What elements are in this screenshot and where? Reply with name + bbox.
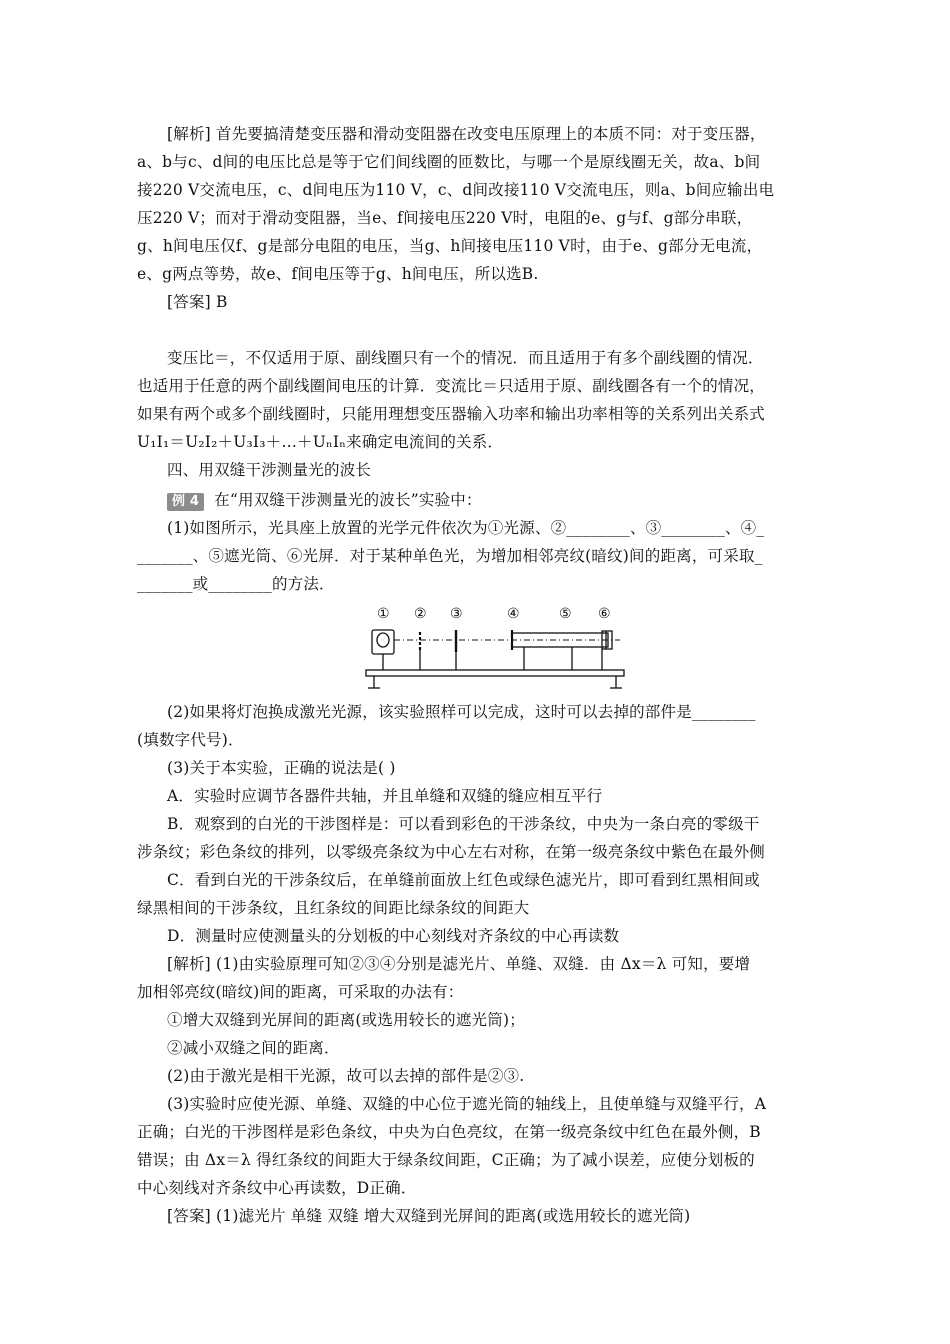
text-line: [解析] 首先要搞清楚变压器和滑动变阻器在改变电压原理上的本质不同：对于变压器， bbox=[167, 125, 766, 143]
text-line: 变压比＝，不仅适用于原、副线圈只有一个的情况．而且适用于有多个副线圈的情况． bbox=[167, 349, 764, 367]
text-line: (3)实验时应使光源、单缝、双缝的中心位于遮光筒的轴线上，且使单缝与双缝平行，A bbox=[167, 1095, 767, 1113]
option-c-cont: 绿黑相间的干涉条纹，且红条纹的间距比绿条纹的间距大 bbox=[137, 899, 530, 917]
text-line: e、g两点等势，故e、f间电压等于g、h间电压，所以选B. bbox=[137, 265, 539, 283]
example-intro bbox=[167, 486, 847, 514]
text-line: 压220 V；而对于滑动变阻器，当e、f间接电压220 V时，电阻的e、g与f、g部分串联， bbox=[137, 209, 753, 227]
text-line: U₁I₁＝U₂I₂＋U₃I₃＋…＋UₙIₙ来确定电流间的关系． bbox=[137, 433, 504, 451]
option-a: A．实验时应调节各器件共轴，并且单缝和双缝的缝应相互平行 bbox=[167, 787, 603, 805]
answer-line: [答案] B bbox=[167, 293, 228, 311]
text-line: 也适用于任意的两个副线圈间电压的计算．变流比＝只适用于原、副线圈各有一个的情况， bbox=[137, 377, 766, 395]
text-line: 加相邻亮纹(暗纹)间的距离，可采取的办法有： bbox=[137, 983, 464, 1001]
text-line: (填数字代号)． bbox=[137, 731, 244, 749]
text-line: [解析] (1)由实验原理可知②③④分别是滤光片、单缝、双缝．由 Δx＝λ 可知，要增 bbox=[167, 955, 751, 973]
text-line: 如果有两个或多个副线圈时，只能用理想变压器输入功率和输出功率相等的关系列出关系式 bbox=[137, 405, 766, 423]
option-d: D．测量时应使测量头的分划板的中心刻线对齐条纹的中心再读数 bbox=[167, 927, 620, 945]
text-line: ①增大双缝到光屏间的距离(或选用较长的遮光筒)； bbox=[167, 1011, 525, 1029]
figure-label-1: ① bbox=[377, 606, 390, 622]
figure-label-2: ② bbox=[414, 606, 427, 622]
text-line: (1)如图所示，光具座上放置的光学元件依次为①光源、②________、③________、④_ bbox=[167, 519, 765, 537]
text-line: _______或________的方法． bbox=[137, 575, 335, 593]
text-line: 错误；由 Δx＝λ 得红条纹的间距大于绿条纹间距，C正确；为了减小误差，应使分划板的 bbox=[137, 1151, 755, 1169]
text-line: g、h间电压仅f、g是部分电阻的电压，当g、h间接电压110 V时，由于e、g部分无电流， bbox=[137, 237, 763, 255]
text-line: _______、⑤遮光筒、⑥光屏．对于某种单色光，为增加相邻亮纹(暗纹)间的距离，可采取_ bbox=[137, 547, 763, 565]
option-c: C．看到白光的干涉条纹后，在单缝前面放上红色或绿色滤光片，即可看到红黑相间或 bbox=[167, 871, 760, 889]
figure-label-6: ⑥ bbox=[598, 606, 611, 622]
text-line: (2)如果将灯泡换成激光光源，该实验照样可以完成，这时可以去掉的部件是________ bbox=[167, 703, 756, 721]
text-line: 接220 V交流电压，c、d间电压为110 V，c、d间改接110 V交流电压，则a、b间应输出电 bbox=[137, 181, 775, 199]
figure-label-5: ⑤ bbox=[559, 606, 572, 622]
figure-label-4: ④ bbox=[507, 606, 520, 622]
section-heading: 四、用双缝干涉测量光的波长 bbox=[167, 461, 372, 479]
text-line: (3)关于本实验，正确的说法是( ) bbox=[167, 759, 396, 777]
text-line: (2)由于激光是相干光源，故可以去掉的部件是②③. bbox=[167, 1067, 525, 1085]
example-badge: 例 4 bbox=[167, 493, 204, 511]
optical-bench-figure bbox=[362, 602, 632, 692]
answer-line: [答案] (1)滤光片 单缝 双缝 增大双缝到光屏间的距离(或选用较长的遮光筒) bbox=[167, 1207, 691, 1225]
text-line: ②减小双缝之间的距离． bbox=[167, 1039, 340, 1057]
option-b-cont: 涉条纹；彩色条纹的排列，以零级亮条纹为中心左右对称，在第一级亮条纹中紫色在最外侧 bbox=[137, 843, 766, 861]
example-title: 在“用双缝干涉测量光的波长”实验中： bbox=[214, 491, 482, 509]
text-line: 中心刻线对齐条纹中心再读数，D正确． bbox=[137, 1179, 417, 1197]
option-b: B．观察到的白光的干涉图样是：可以看到彩色的干涉条纹，中央为一条白亮的零级干 bbox=[167, 815, 760, 833]
figure-label-3: ③ bbox=[450, 606, 463, 622]
text-line: 正确；白光的干涉图样是彩色条纹，中央为白色亮纹，在第一级亮条纹中红色在最外侧，B bbox=[137, 1123, 761, 1141]
text-line: a、b与c、d间的电压比总是等于它们间线圈的匝数比，与哪一个是原线圈无关，故a、b间 bbox=[137, 153, 761, 171]
